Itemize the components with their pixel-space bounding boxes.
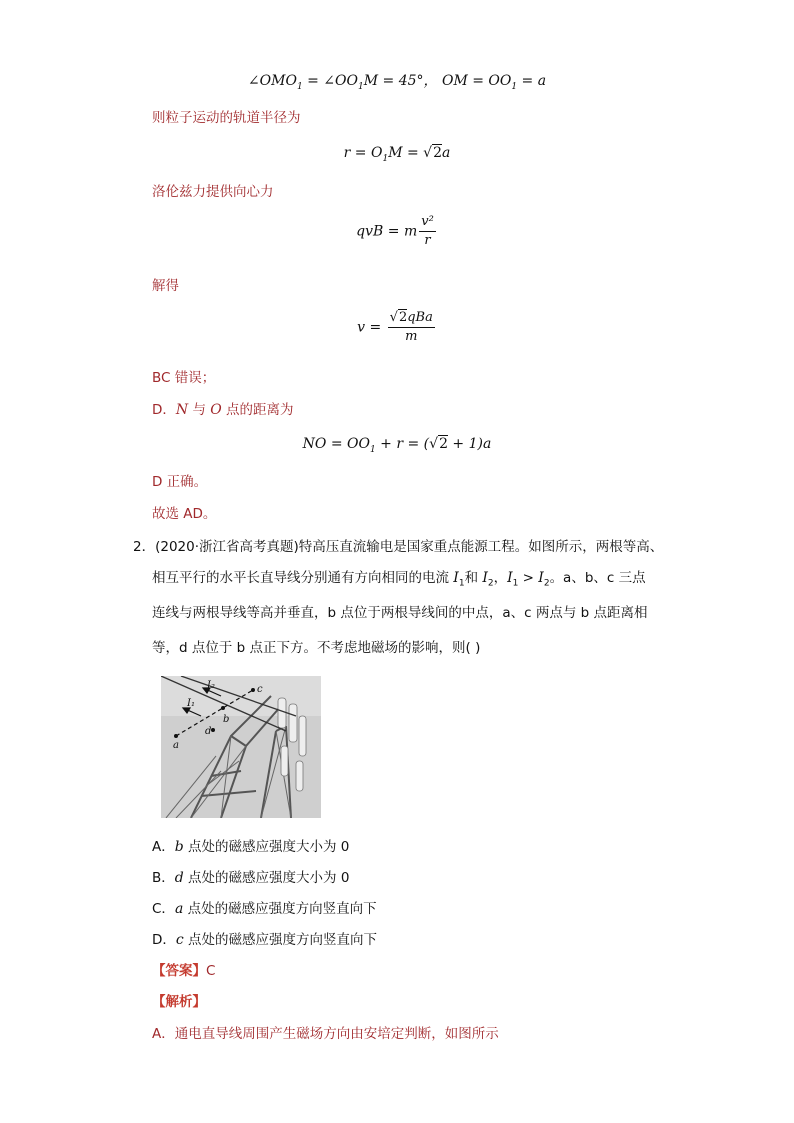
text-lorentz: 洛伦兹力提供向心力 (152, 184, 274, 200)
analysis-line (152, 992, 206, 1012)
q2-cmp2sub: 2 (543, 578, 550, 589)
eq5-sub: 1 (369, 444, 376, 455)
eq1-end: = a (517, 73, 547, 89)
option-a-key: A． (152, 839, 175, 855)
eq3-denominator: r (424, 233, 431, 248)
text5-mid: 与 (188, 402, 211, 418)
eq4-root: 2 (398, 310, 408, 325)
option-d-key: D． (152, 932, 176, 948)
question-2-line-4: 等，d 点位于 b 点正下方。不考虑地磁场的影响，则( ) (152, 640, 481, 656)
answer-value: C (206, 963, 216, 979)
q2-i2sub: 2 (487, 578, 494, 589)
option-c-key: C． (152, 901, 175, 917)
eq2-c: a (442, 145, 451, 161)
eq5-root: 2 (439, 436, 448, 452)
answer-line (152, 961, 215, 981)
text-d-correct: D 正确。 (152, 474, 208, 490)
text-option-d-distance (152, 400, 294, 420)
answer-label: 【答案】 (152, 963, 206, 979)
analysis-label: 【解析】 (152, 994, 206, 1010)
label-b: b (223, 714, 230, 725)
option-b-var: d (174, 870, 184, 886)
text5-prefix: D． (152, 402, 176, 418)
q2-line2a: 相互平行的水平长直导线分别通有方向相同的电流 (152, 570, 454, 586)
equation-angles (0, 70, 794, 92)
eq1-sub1: 1 (296, 81, 303, 92)
q2-cmp1sub: 1 (512, 578, 519, 589)
eq3-fraction (419, 214, 436, 249)
option-d-text: 点处的磁感应强度方向竖直向下 (183, 932, 378, 948)
label-c: c (257, 684, 263, 695)
equation-radius (0, 145, 794, 164)
option-c-var: a (174, 901, 184, 917)
eq2-b: M = (388, 145, 424, 161)
text-orbit-radius: 则粒子运动的轨道半径为 (152, 110, 301, 126)
label-i1: I₁ (187, 698, 195, 709)
q2-i1: I (453, 570, 459, 586)
question-number: 2． (133, 539, 156, 555)
eq4-num-rest: qBa (407, 310, 433, 325)
eq2-a: r = O (343, 145, 383, 161)
option-b-key: B． (152, 870, 175, 886)
option-a-text: 点处的磁感应强度大小为 0 (183, 839, 350, 855)
option-a (152, 837, 349, 857)
question-2-line-3: 连线与两根导线等高并垂直，b 点位于两根导线间的中点，a、c 两点与 b 点距离相 (152, 605, 648, 621)
option-b-text: 点处的磁感应强度大小为 0 (183, 870, 350, 886)
label-a: a (173, 740, 179, 751)
q2-cmp2: I (538, 570, 544, 586)
eq5-a: NO = OO (302, 436, 370, 452)
eq3-lhs: qvB = m (356, 223, 418, 240)
eq5-c: + 1)a (447, 436, 492, 452)
q2-cmp1: I (507, 570, 513, 586)
eq1-left: ∠OMO (247, 73, 297, 89)
option-d-var: c (175, 932, 184, 948)
q2-line2b: 和 (464, 570, 483, 586)
power-tower-figure (161, 676, 321, 818)
eq4-lhs: v = (357, 319, 386, 336)
text5-n: N (175, 402, 189, 418)
equation-lorentz (0, 214, 794, 249)
eq4-fraction (388, 310, 435, 345)
equation-velocity (0, 310, 794, 345)
question-2-line-2 (152, 568, 646, 594)
text5-o: O (210, 402, 222, 418)
q2-line2c: ， (493, 570, 508, 586)
equation-distance: NO = $OO_1 + r = (√2 + 1)a$ (302, 436, 492, 455)
q2-line2d: 。a、b、c 三点 (549, 570, 646, 586)
option-b (152, 868, 349, 888)
eq2-sub: 1 (382, 153, 389, 164)
option-d (152, 930, 377, 950)
tower-illustration (161, 676, 321, 818)
label-i2: I₂ (207, 680, 215, 691)
q2-i2: I (482, 570, 488, 586)
sqrt-sign: √ (423, 145, 433, 161)
eq4-denominator: m (405, 329, 418, 344)
q2-line1: (2020·浙江省高考真题)特高压直流输电是国家重点能源工程。如图所示，两根等高、 (155, 539, 664, 555)
eq1-mid: = ∠OO (302, 73, 358, 89)
q2-cmpop: > (518, 570, 539, 586)
question-2-line-1 (133, 537, 663, 557)
option-c (152, 899, 377, 919)
eq1-sub3: 1 (511, 81, 518, 92)
text-bc-wrong: BC 错误； (152, 370, 216, 386)
eq3-numerator: v² (419, 214, 436, 232)
label-d: d (205, 726, 212, 737)
option-c-text: 点处的磁感应强度方向竖直向下 (183, 901, 377, 917)
text5-end: 点的距离为 (221, 402, 294, 418)
eq4-numerator: √2qBa (388, 310, 435, 328)
analysis-text-a: A．通电直导线周围产生磁场方向由安培定判断，如图所示 (152, 1026, 499, 1042)
option-a-var: b (174, 839, 184, 855)
eq1-right: M = 45°， OM = OO (363, 73, 512, 89)
text-choose-ad: 故选 AD。 (152, 506, 217, 522)
eq1-sub2: 1 (358, 81, 364, 92)
q2-i1sub: 1 (458, 578, 465, 589)
text-solve: 解得 (152, 278, 179, 294)
eq2-root: 2 (433, 145, 442, 161)
eq5-b: + r = ( (375, 436, 430, 452)
